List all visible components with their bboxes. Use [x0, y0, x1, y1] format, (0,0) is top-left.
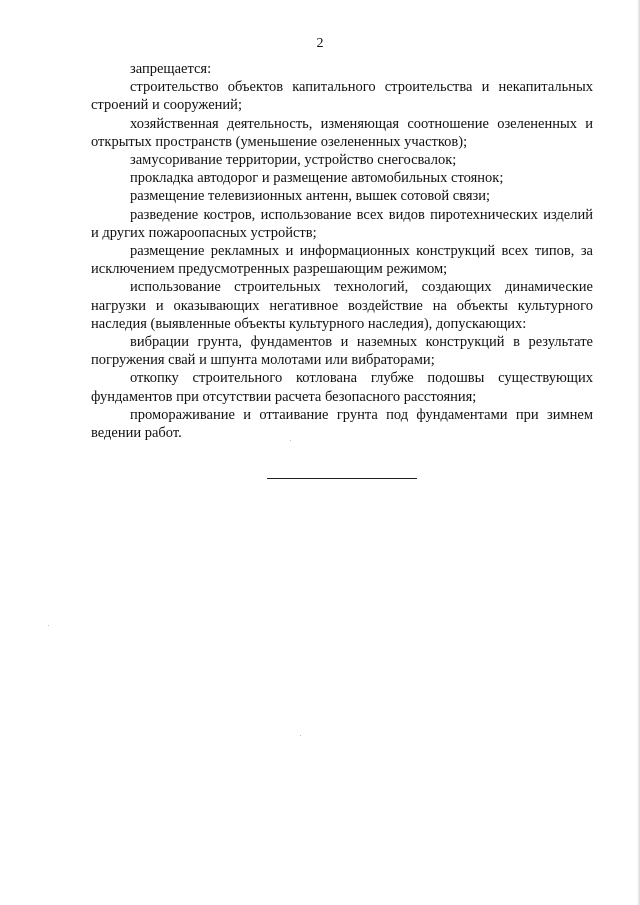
- scan-speck: [290, 440, 291, 441]
- scan-speck: [300, 735, 301, 736]
- paragraph-excavation: откопку строительного котлована глубже подошвы существующих фундаментов при отсутствии расчета безопасного расстояния;: [91, 370, 593, 405]
- paragraph-advertising: размещение рекламных и информационных конструкций всех типов, за исключением предусмотренных разрешающим режимом;: [91, 243, 593, 278]
- paragraph-bonfires: разведение костров, использование всех видов пиротехнических изделий и других пожароопасных устройств;: [91, 206, 593, 241]
- paragraph-freezing: промораживание и оттаивание грунта под фундаментами при зимнем ведении работ.: [91, 406, 593, 442]
- paragraph-construction: строительство объектов капитального строительства и некапитальных строений и сооружений;: [91, 79, 593, 114]
- paragraph-vibrations: вибрации грунта, фундаментов и наземных конструкций в результате погружения свай и шпунта молотами или вибраторами;: [91, 334, 593, 369]
- document-body: [91, 60, 593, 442]
- paragraph-construction-technologies: использование строительных технологий, создающих динамические нагрузки и оказывающих негативное воздействие на объекты культурного наследия (выявленные объекты культурного наследия), допускающих:: [91, 279, 593, 332]
- scan-speck: [48, 625, 49, 626]
- paragraph-economic-activity: хозяйственная деятельность, изменяющая соотношение озелененных и открытых пространств (уменьшение озелененных участков);: [91, 115, 593, 150]
- paragraph-antennas: размещение телевизионных антенн, вышек сотовой связи;: [130, 188, 491, 205]
- paragraph-littering: замусоривание территории, устройство снегосвалок;: [130, 152, 457, 169]
- paragraph-roads-parking: прокладка автодорог и размещение автомобильных стоянок;: [130, 170, 504, 187]
- page-number: 2: [316, 36, 324, 51]
- end-of-text-rule: [267, 478, 417, 479]
- paragraph-prohibited-intro: запрещается:: [130, 61, 212, 77]
